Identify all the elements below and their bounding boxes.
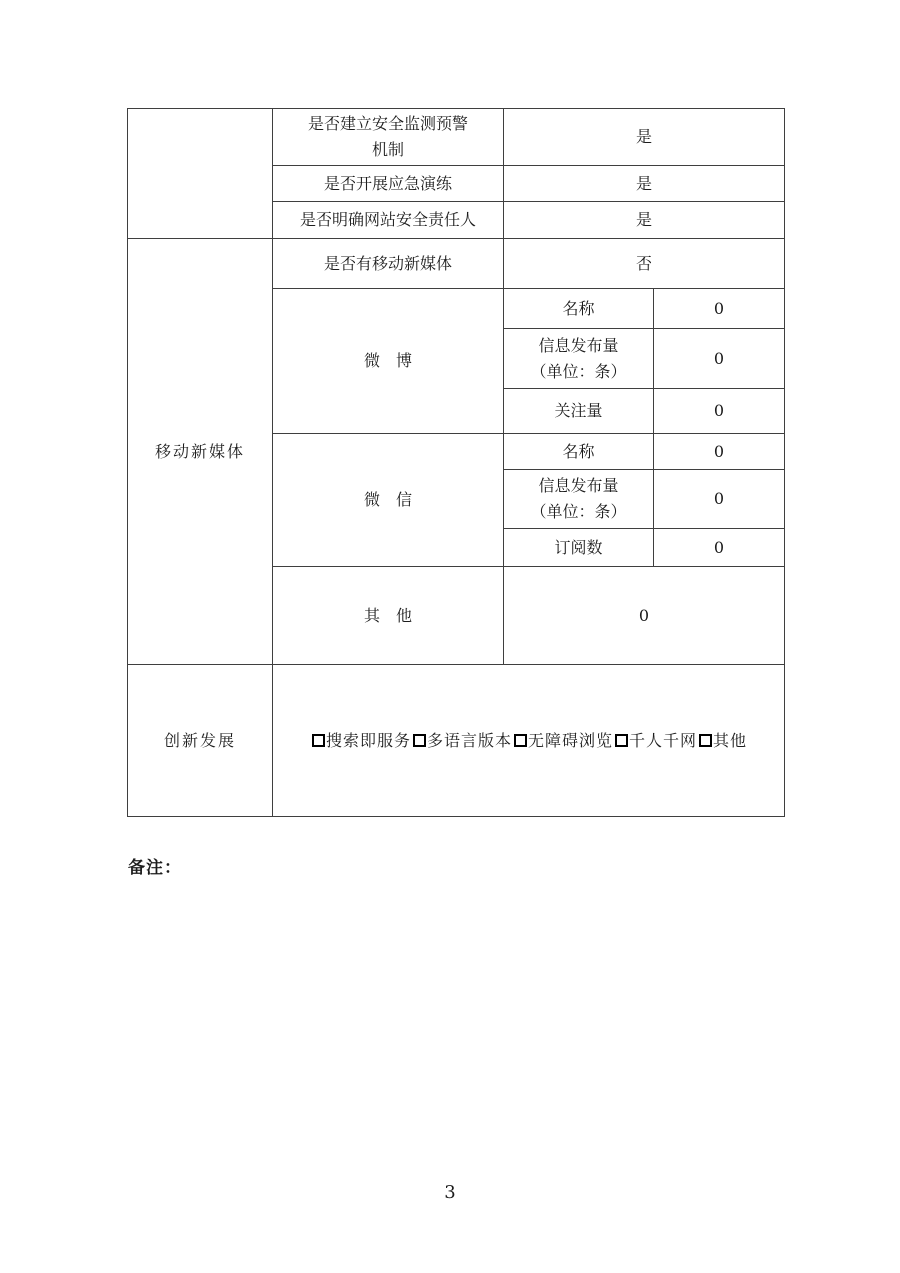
label-line: （单位：条） — [530, 361, 627, 381]
innovation-option-personalized — [613, 731, 697, 750]
label-line: （单位：条） — [530, 502, 627, 521]
wechat-posts-label-cell — [504, 470, 654, 529]
checkbox-icon — [615, 734, 628, 747]
other-media-label: 其 他 — [273, 567, 504, 665]
mobile-media-section-cell: 移动新媒体 — [128, 239, 273, 665]
innovation-option-other — [697, 731, 747, 750]
weibo-posts-value: 0 — [654, 329, 785, 389]
table-row — [128, 665, 785, 817]
wechat-subscribers-value: 0 — [654, 529, 785, 567]
label-line: 机制 — [371, 140, 404, 159]
innovation-option-accessible — [512, 731, 613, 750]
option-label: 千人千网 — [629, 730, 698, 750]
innovation-option-search — [310, 731, 411, 750]
security-person-label: 是否明确网站安全责任人 — [273, 202, 504, 239]
weibo-cell: 微 博 — [273, 289, 504, 434]
innovation-option-multilang — [411, 731, 512, 750]
security-section-cell-empty — [128, 109, 273, 239]
checkbox-icon — [514, 734, 527, 747]
annual-report-table — [127, 108, 785, 817]
option-label: 其他 — [713, 730, 748, 750]
security-monitor-label-cell — [273, 109, 504, 166]
innovation-options-cell — [273, 665, 785, 817]
emergency-drill-value: 是 — [504, 166, 785, 202]
checkbox-icon — [699, 734, 712, 747]
option-label: 多语言版本 — [426, 730, 512, 750]
table-row — [128, 109, 785, 166]
weibo-posts-label-cell — [504, 329, 654, 389]
option-label: 无障碍浏览 — [528, 730, 614, 750]
innovation-options-line — [277, 728, 780, 754]
emergency-drill-label: 是否开展应急演练 — [273, 166, 504, 202]
wechat-subscribers-label: 订阅数 — [504, 529, 654, 567]
weibo-name-value: 0 — [654, 289, 785, 329]
label-line: 信息发布量 — [538, 335, 619, 355]
weibo-followers-value: 0 — [654, 389, 785, 434]
wechat-cell: 微 信 — [273, 434, 504, 567]
wechat-name-value: 0 — [654, 434, 785, 470]
label-line: 是否建立安全监测预警 — [307, 114, 468, 133]
weibo-followers-label: 关注量 — [504, 389, 654, 434]
checkbox-icon — [312, 734, 325, 747]
weibo-name-label: 名称 — [504, 289, 654, 329]
wechat-name-label: 名称 — [504, 434, 654, 470]
remarks-label: 备注： — [128, 858, 182, 878]
security-person-value: 是 — [504, 202, 785, 239]
has-mobile-media-label: 是否有移动新媒体 — [273, 239, 504, 289]
has-mobile-media-value: 否 — [504, 239, 785, 289]
label-line: 信息发布量 — [538, 476, 619, 495]
innovation-section-cell: 创新发展 — [128, 665, 273, 817]
other-media-value: 0 — [504, 567, 785, 665]
page-number: 3 — [444, 1182, 456, 1203]
table-row — [128, 239, 785, 289]
checkbox-icon — [413, 734, 426, 747]
wechat-posts-value: 0 — [654, 470, 785, 529]
security-monitor-value: 是 — [504, 109, 785, 166]
option-label: 搜索即服务 — [325, 730, 411, 750]
